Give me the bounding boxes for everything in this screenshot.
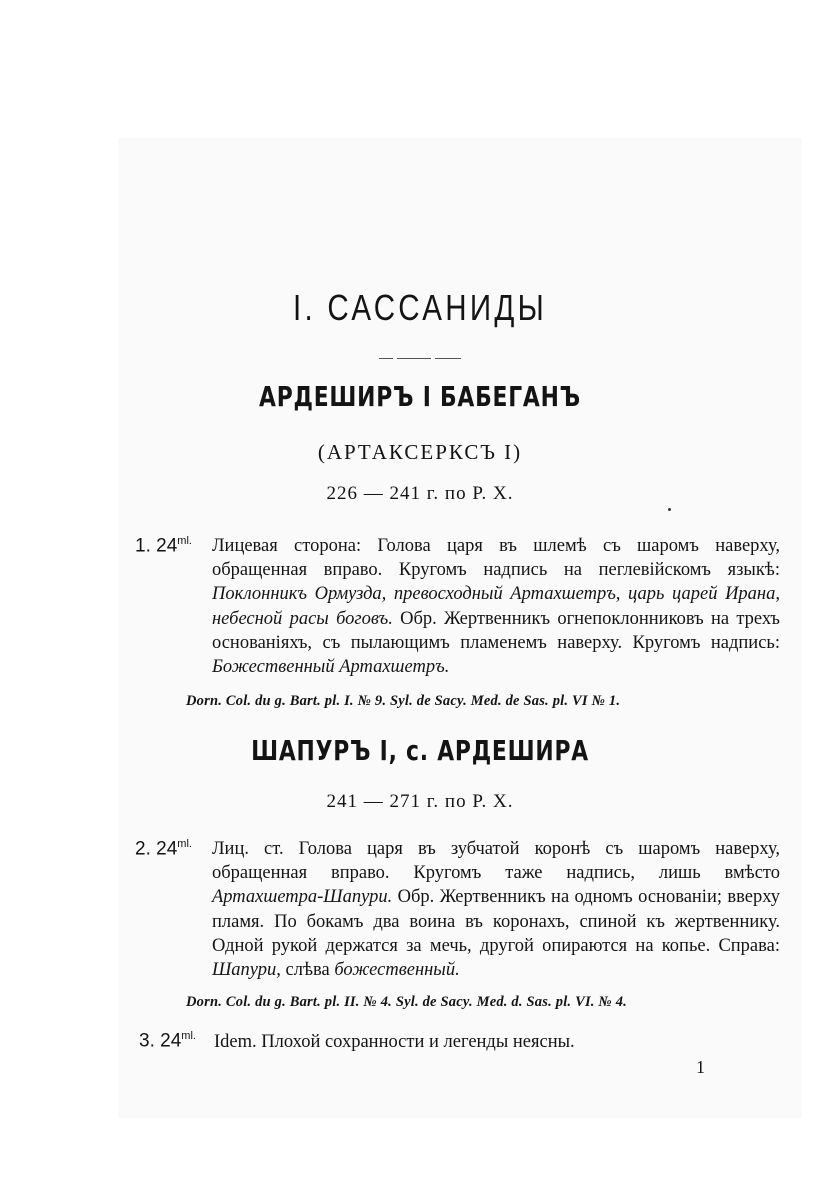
entry-description: Лиц. ст. Голова царя въ зубчатой коронѣ съ шаромъ наверху, обращенная вправо. Кругомъ таже надпись, лишь вмѣсто Артахшетра-Шапури. Обр. Жертвенникъ на одномъ основаніи; вверху пламя. По бокамъ два воина въ коронахъ, спиной къ жертвеннику. Одной рукой держатся за мечь, другой опираются на копье. Справа: Шапури, слѣва божественный. (212, 839, 780, 981)
entry-description: Лицевая сторона: Голова царя въ шлемѣ съ шаромъ наверху, обращенная вправо. Кругомъ надпись на пеглевійскомъ языкѣ: Поклонникъ Ормузда, превосходный Артахшетръ, царь царей Ирана, небесной расы боговъ. Обр. Жертвенникъ огнепоклонниковъ на трехъ основаніяхъ, съ пылающимъ пламенемъ наверху. Кругомъ надпись: Божественный Артахшетръ. (212, 536, 780, 678)
reign-dates-shapur: 241 — 271 г. по Р. Х. (326, 791, 514, 812)
entry-description: Idem. Плохой сохранности и легенды неясны. (214, 1032, 575, 1052)
reign-dates-ardashir: 226 — 241 г. по Р. Х. (326, 483, 514, 504)
bibliographic-reference: Dorn. Col. du g. Bart. pl. I. № 9. Syl. de Sacy. Med. de Sas. pl. VI № 1. (186, 693, 621, 709)
ruler-title-shapur: ШАПУРЪ I, с. АРДЕШИРА (251, 734, 589, 767)
entry-number: 2. $24^{ml.}$ (135, 838, 192, 860)
bibliographic-reference: Dorn. Col. du g. Bart. pl. II. № 4. Syl. de Sacy. Med. d. Sas. pl. VI. № 4. (186, 994, 628, 1010)
section-divider (0, 349, 840, 359)
ruler-subtitle-artaxerxes: (АРТАКСЕРКСЪ I) (317, 440, 523, 464)
entry-number: 3. $24^{ml.}$ (139, 1030, 196, 1052)
print-speck (668, 508, 671, 511)
section-title: I. САССАНИДЫ (292, 287, 548, 328)
page-number: 1 (696, 1057, 705, 1077)
ruler-title-ardashir: АРДЕШИРЪ I БАБЕГАНЪ (259, 380, 581, 413)
entry-number: 1. $24^{ml.}$ (135, 535, 192, 557)
